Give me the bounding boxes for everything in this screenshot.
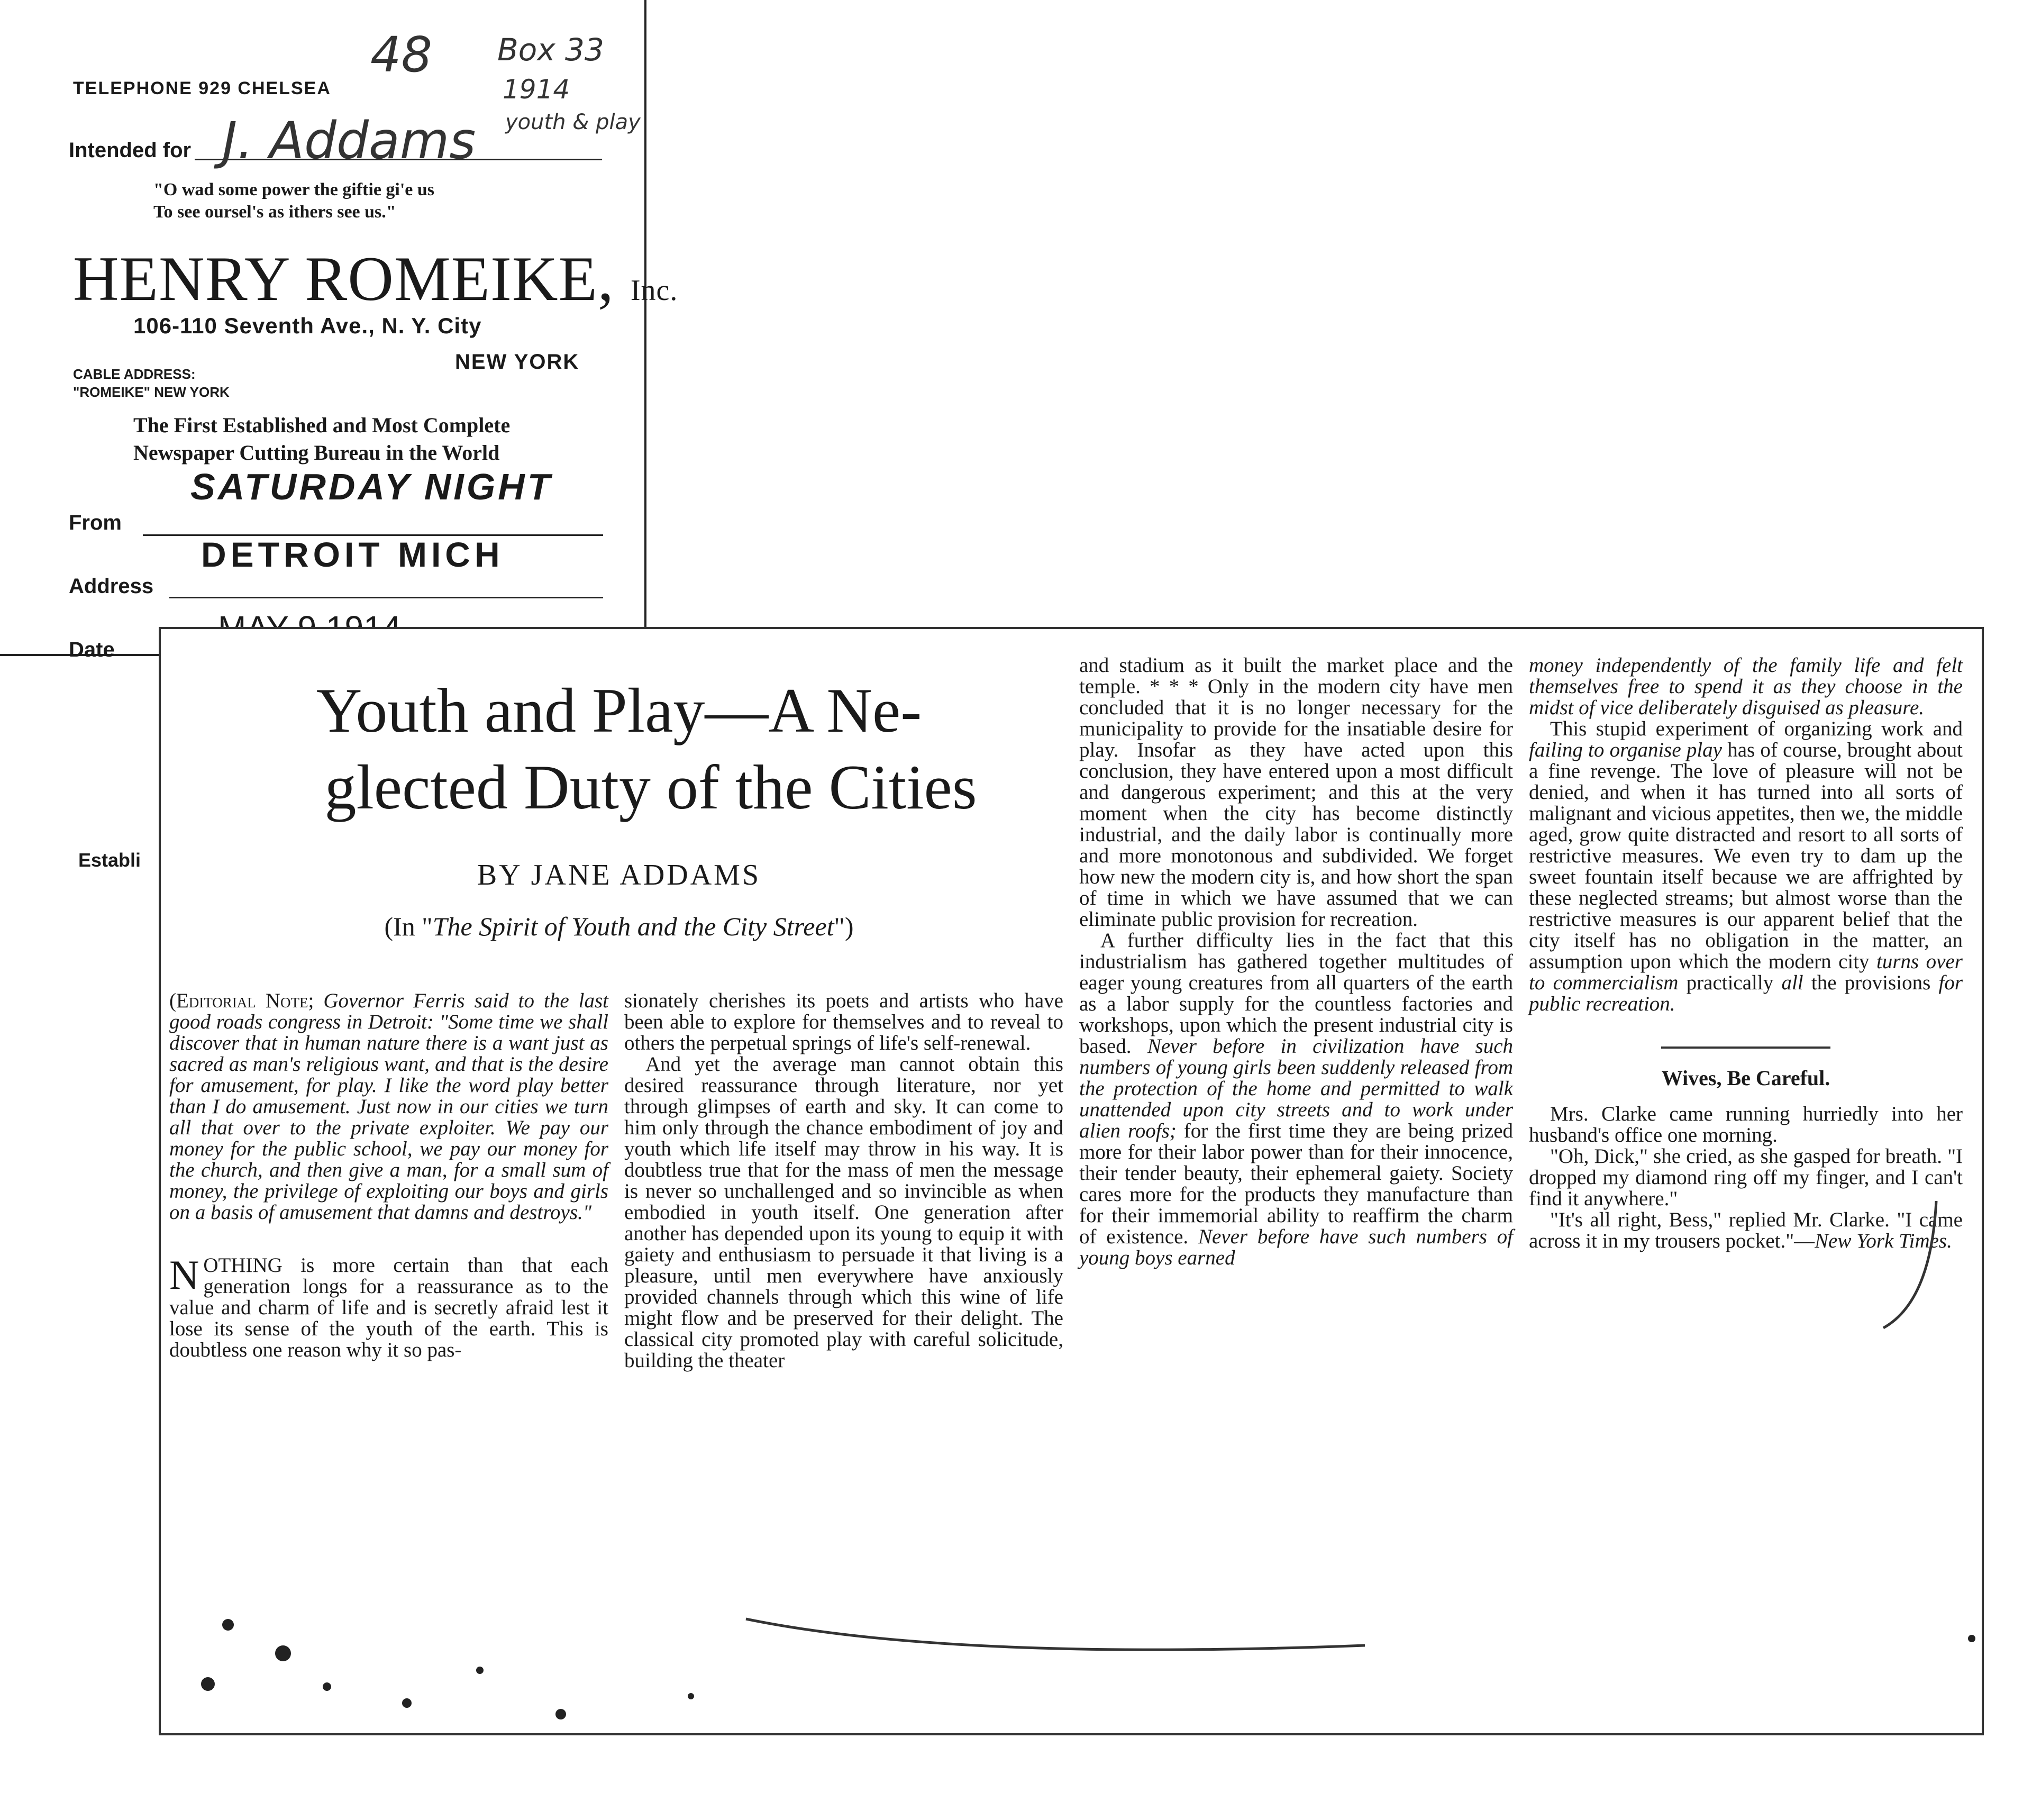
ink-speck <box>555 1709 566 1719</box>
quote-line-1: "O wad some power the giftie gi'e us <box>153 180 435 199</box>
pencil-mark <box>741 1587 1375 1672</box>
pencil-mark <box>1878 1196 1942 1333</box>
address-stamp: DETROIT MICH <box>201 535 504 574</box>
ink-speck <box>1968 1635 1975 1642</box>
company-address: 106-110 Seventh Ave., N. Y. City <box>133 313 482 338</box>
date-label: Date <box>69 638 115 661</box>
from-stamp: SATURDAY NIGHT <box>190 466 553 507</box>
ink-speck <box>688 1693 694 1699</box>
company-name: HENRY ROMEIKE, Inc. <box>73 243 678 314</box>
article-column-1 <box>169 990 608 1361</box>
address-line <box>169 597 603 598</box>
article-headline: Youth and Play—A Ne- glected Duty of the Cities <box>316 675 977 822</box>
ink-speck <box>222 1619 234 1631</box>
paragraph: And yet the average man cannot obtain this desired reassurance through literature, nor yet through glimpses of earth and sky. It can come to him only through the chance embodiment of joy and youth which life itself may throw in his way. It is doubtless true that for the mass of men the message is never so unchallenged and so invincible as when embodied in youth itself. One generation after another has depended upon its young to equip it with gaiety and enthusiasm to persuade it that living is a pleasure, until men everywhere have anxiously provided channels through which this wine of life might flow and be preserved for their delight. The classical city promoted play with careful solicitude, building the theater <box>624 1053 1063 1372</box>
established-fragment: Establi <box>78 849 141 871</box>
handwritten-topic: youth & play <box>505 110 641 134</box>
article-byline: BY JANE ADDAMS <box>477 859 761 891</box>
handwritten-year: 1914 <box>503 74 570 105</box>
quote-line-2: To see oursel's as ithers see us." <box>153 202 396 222</box>
intended-for-label: Intended for <box>69 139 192 162</box>
ink-speck <box>402 1698 412 1708</box>
telephone-number: TELEPHONE 929 CHELSEA <box>73 78 331 98</box>
handwritten-recipient: J. Addams <box>222 111 476 170</box>
paragraph: sionately cherishes its poets and artists who have been able to explore for themselves and to reveal to others the perpetual springs of life's self-renewal. <box>624 989 1063 1054</box>
ink-speck <box>201 1677 215 1691</box>
paragraph: Mrs. Clarke came running hurriedly into her husband's office one morning. <box>1529 1103 1963 1146</box>
ink-speck <box>275 1645 291 1661</box>
ink-speck <box>323 1682 331 1691</box>
company-city: NEW YORK <box>455 350 580 374</box>
article-source: (In "The Spirit of Youth and the City Street") <box>384 912 854 941</box>
company-slogan: The First Established and Most Complete Newspaper Cutting Bureau in the World <box>133 413 511 465</box>
handwritten-box: Box 33 <box>497 32 604 68</box>
editorial-note: (Editorial Note; Governor Ferris said to the last good roads congress in Detroit: "Some time we shall discover that in human nature there is a want just as sacred as man's religious want, and that is the desire for amusement, for play. I like the word play better than I do amusement. Just now in our cities we turn all that over to the private exploiter. We pay our money for the public school, we pay our money for the church, and then give a man, for a small sum of money, the privilege of exploiting our boys and girls on a basis of amusement that damns and destroys." <box>169 989 609 1224</box>
paragraph: "Oh, Dick," she cried, as she gasped for breath. "I dropped my diamond ring off my finger, and I can't find it anywhere." <box>1529 1145 1963 1210</box>
paragraph: This stupid experiment of organizing work and failing to organise play has of course, brought about a fine revenge. The love of pleasure will not be denied, and when it has turned into all sorts of malignant and vicious appetites, then we, the middle aged, grow quite distracted and resort to all sorts of restrictive measures. We even try to dam up the sweet fountain itself because we are affrighted by these neglected streams; but almost worse than the restrictive measures is our apparent belief that the city itself has no obligation in the matter, an assumption upon which the modern city turns over to commercialism practically all the provisions for public recreation. <box>1529 717 1963 1015</box>
paragraph: A further difficulty lies in the fact that this industrialism has gathered together multitudes of eager young creatures from all quarters of the earth as a labor supply for the countless factories and workshops, upon which the present industrial city is based. Never before in civilization have such numbers of young girls been suddenly released from the protection of the home and permitted to walk unattended upon city streets and to work under alien roofs; for the first time they are being prized more for their labor power than for their innocence, their tender beauty, their ephemeral gaiety. Society cares more for the products they manufacture than for their immemorial ability to reaffirm the charm of existence. Never before have such numbers of young boys earned <box>1079 929 1514 1269</box>
article-column-4 <box>1529 655 1963 1252</box>
from-label: From <box>69 511 122 534</box>
article-column-2 <box>624 990 1063 1371</box>
handwritten-number: 48 <box>370 26 433 83</box>
drop-cap: N <box>169 1252 199 1298</box>
section-divider <box>1661 1046 1830 1049</box>
romeike-label <box>0 0 678 661</box>
paragraph: "It's all right, Bess," replied Mr. Clarke. "I came across it in my trousers pocket."—New York Times. <box>1529 1208 1963 1252</box>
paragraph: money independently of the family life and felt themselves free to spend it as they choose in the midst of vice deliberately disguised as pleasure. <box>1529 654 1963 719</box>
article-column-3 <box>1079 655 1513 1269</box>
ink-speck <box>476 1667 484 1674</box>
article-opening: NOTHING is more certain than that each generation longs for a reassurance as to the value and charm of life and is secretly afraid lest it lose its sense of the youth of the earth. This is doubtless one reason why it so pas- <box>169 1252 608 1361</box>
address-label: Address <box>69 575 154 598</box>
cable-address: CABLE ADDRESS: "ROMEIKE" NEW YORK <box>73 366 230 400</box>
filler-headline: Wives, Be Careful. <box>1661 1066 1830 1090</box>
paragraph: and stadium as it built the market place and the temple. * * * Only in the modern city have men concluded that it is no longer necessary for the municipality to provide for the insatiable desire for play. Insofar as they have acted upon this conclusion, they have entered upon a most difficult and dangerous experiment; and this at the very moment when the city has become distinctly industrial, and the daily labor is continually more and more monotonous and subdivided. We forget how new the modern city is, and how short the span of time in which we have assumed that we can eliminate public provision for recreation. <box>1079 654 1513 931</box>
